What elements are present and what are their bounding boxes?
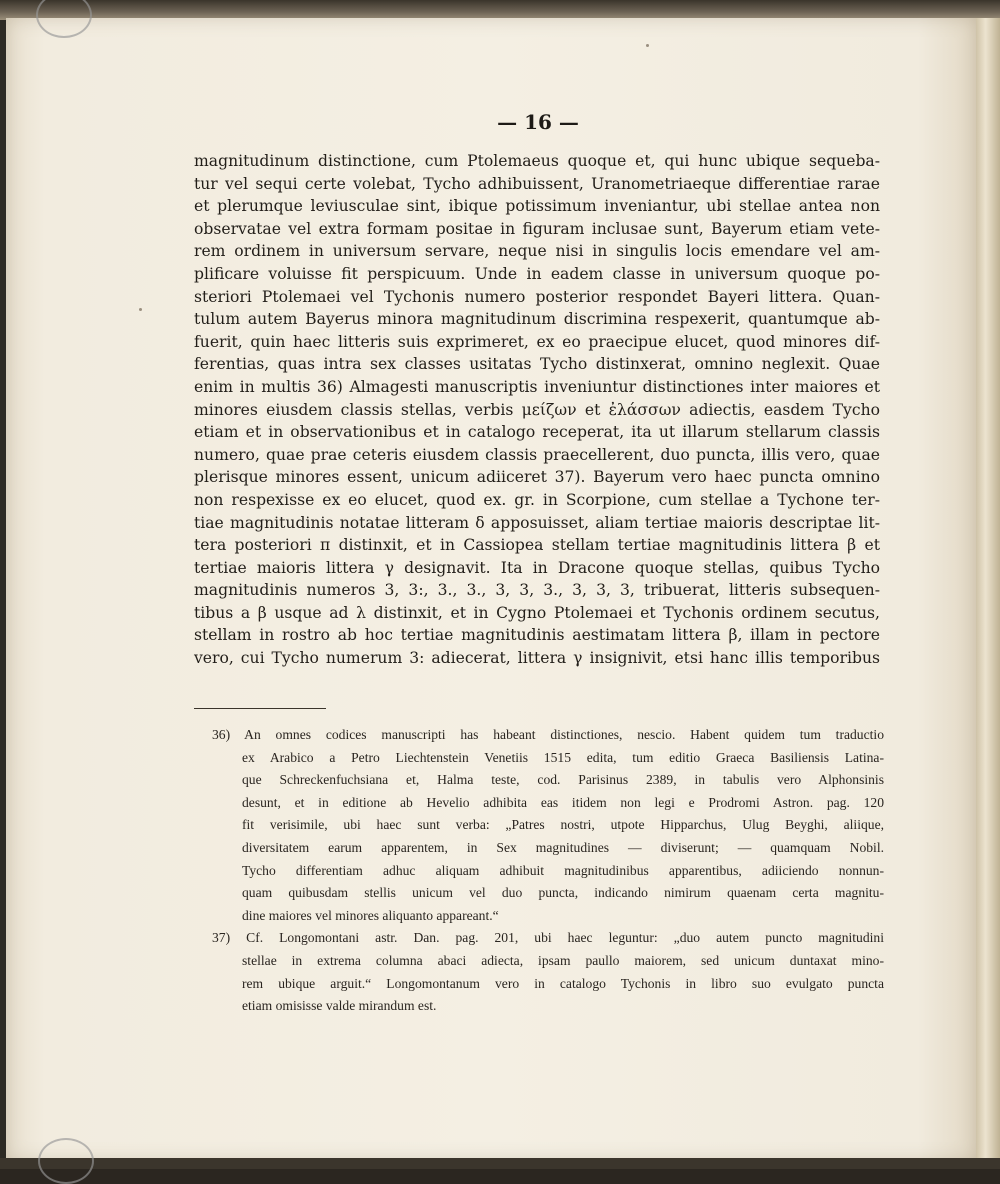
footnote-36 xyxy=(212,724,884,927)
footnote-rule xyxy=(194,708,326,709)
body-line: non respexisse ex eo elucet, quod ex. gr. in Scorpione, cum stellae a Tychone ter- xyxy=(194,490,880,509)
body-line: tera posteriori π distinxit, et in Cassiopea stellam tertiae magnitudinis littera β et xyxy=(194,536,880,555)
footnote-line: Tycho differentiam adhuc aliquam adhibuit magnitudinibus apparentibus, adiiciendo nonnun- xyxy=(242,862,884,878)
page-bottom-edge xyxy=(0,1158,1000,1169)
body-line: magnitudinum distinctione, cum Ptolemaeus quoque et, qui hunc ubique sequeba- xyxy=(194,152,880,170)
footnote-line: dine maiores vel minores aliquanto appareant.“ xyxy=(242,907,499,923)
paper-speck xyxy=(139,308,142,311)
body-line: et plerumque leviusculae sint, ibique potissimum inveniantur, ubi stellae antea non xyxy=(194,197,880,216)
body-line: tur vel sequi certe volebat, Tycho adhibuissent, Uranometriaeque differentiae rarae xyxy=(194,174,880,193)
body-line: plerisque minores essent, unicum adiiceret 37). Bayerum vero haec puncta omnino xyxy=(194,468,880,487)
body-line: tulum autem Bayerus minora magnitudinum discrimina respexerit, quantumque ab- xyxy=(194,310,880,329)
body-line: fuerit, quin haec litteris suis exprimeret, ex eo praecipue elucet, quod minores dif- xyxy=(194,332,880,351)
facing-page-edge xyxy=(976,18,1000,1161)
footnotes xyxy=(212,724,884,1018)
body-line: tiae magnitudinis notatae litteram δ apposuisset, aliam tertiae maioris descriptae lit- xyxy=(194,513,880,532)
footnote-line: fit verisimile, ubi haec sunt verba: „Patres nostri, utpote Hipparchus, Ulug Beyghi, aliique, xyxy=(242,817,884,833)
body-line: tibus a β usque ad λ distinxit, et in Cygno Ptolemaei et Tychonis ordinem secutus, xyxy=(194,603,880,622)
body-line: etiam et in observationibus et in catalogo receperat, ita ut illarum stellarum classis xyxy=(194,423,880,442)
body-line: minores eiusdem classis stellas, verbis μείζων et ἐλάσσων adiectis, easdem Tycho xyxy=(194,400,880,419)
footnote-line: 37) Cf. Longomontani astr. Dan. pag. 201, ubi haec leguntur: „duo autem puncto magnitudini xyxy=(212,930,884,946)
body-line: ferentias, quas intra sex classes usitatas Tycho distinxerat, omnino neglexit. Quae xyxy=(194,355,880,374)
footnote-line: 36) An omnes codices manuscripti has habeant distinctiones, nescio. Habent quidem tum traductio xyxy=(212,727,884,742)
body-line: vero, cui Tycho numerum 3: adiecerat, littera γ insignivit, etsi hanc illis temporibus xyxy=(194,649,880,668)
body-line: stellam in rostro ab hoc tertiae magnitudinis aestimatam littera β, illam in pectore xyxy=(194,626,880,645)
body-line: magnitudinis numeros 3, 3:, 3., 3., 3, 3, 3., 3, 3, 3, tribuerat, litteris subsequen- xyxy=(194,581,880,600)
footnote-line: etiam omisisse valde mirandum est. xyxy=(242,998,437,1014)
footnote-line: diversitatem earum apparentem, in Sex magnitudines — diviserunt; — quamquam Nobil. xyxy=(242,839,884,855)
page-number: — 16 — xyxy=(497,110,579,134)
paper-clip-bottom xyxy=(38,1138,94,1184)
footnote-37 xyxy=(212,927,884,1017)
footnote-line: stellae in extrema columna abaci adiecta, ipsam paullo maiorem, sed unicum duntaxat mino- xyxy=(242,952,884,968)
paper-speck xyxy=(646,44,649,47)
body-text xyxy=(194,150,880,670)
footnote-line: quam quibusdam stellis unicum vel duo puncta, indicando nimirum quaenam certa magnitu- xyxy=(242,885,884,901)
body-line: enim in multis 36) Almagesti manuscriptis inveniuntur distinctiones inter maiores et xyxy=(194,377,880,396)
footnote-line: ex Arabico a Petro Liechtenstein Venetiis 1515 edita, tum editio Graeca Basiliensis Latina- xyxy=(242,749,884,765)
footnote-line: que Schreckenfuchsiana et, Halma teste, cod. Parisinus 2389, in tabulis vero Alphonsinis xyxy=(242,772,884,788)
footnote-line: desunt, et in editione ab Hevelio adhibita eas itidem non legi e Prodromi Astron. pag. 120 xyxy=(242,794,884,810)
body-line: plificare voluisse fit perspicuum. Unde in eadem classe in universum quoque po- xyxy=(194,264,880,283)
page-top-edge xyxy=(0,0,1000,20)
body-line: rem ordinem in universum servare, neque nisi in singulis locis emendare vel am- xyxy=(194,242,880,261)
footnote-line: rem ubique arguit.“ Longomontanum vero in catalogo Tychonis in libro suo evulgato puncta xyxy=(242,975,884,991)
body-line: numero, quae prae ceteris eiusdem classis praecellerent, duo puncta, illis vero, quae xyxy=(194,445,880,464)
body-line: tertiae maioris littera γ designavit. Ita in Dracone quoque stellas, quibus Tycho xyxy=(194,558,880,577)
body-line: steriori Ptolemaei vel Tychonis numero posterior respondet Bayeri littera. Quan- xyxy=(194,287,880,306)
body-line: observatae vel extra formam positae in figuram inclusae sunt, Bayerum etiam vete- xyxy=(194,219,880,238)
